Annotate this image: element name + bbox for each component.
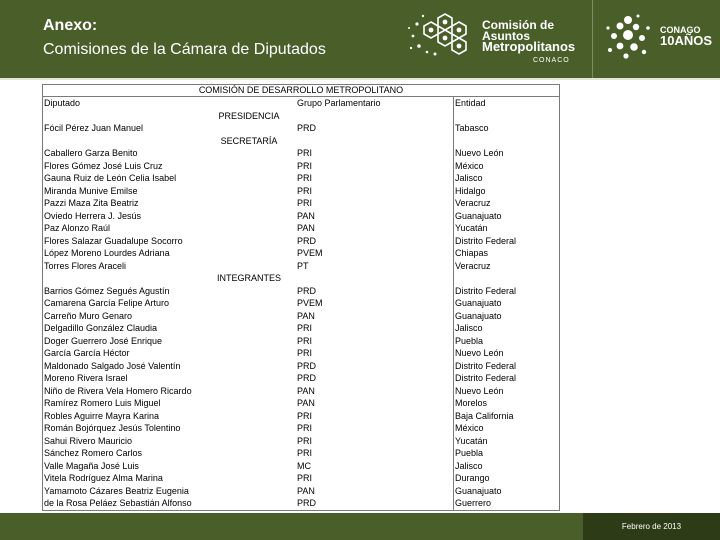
grupo-parlamentario: PRI [297, 323, 313, 333]
flower-dots-icon [600, 10, 658, 66]
grupo-parlamentario: PRI [297, 173, 313, 183]
section-row-secretaria [43, 135, 559, 148]
table-row [43, 310, 559, 323]
comision-logo-line3: Metropolitanos [482, 39, 576, 54]
table-row [43, 185, 559, 198]
table-row [43, 285, 559, 298]
column-header-grupo: Grupo Parlamentario [297, 98, 381, 108]
entidad: Yucatán [455, 435, 488, 446]
diputado-name: Sahui Rivero Mauricio [44, 435, 133, 446]
grupo-parlamentario: PAN [297, 310, 315, 321]
grupo-parlamentario: PRI [297, 448, 313, 458]
table-body [43, 97, 559, 510]
diputado-name: López Moreno Lourdes Adriana [44, 248, 170, 258]
section-label-secretaria: SECRETARÍA [220, 135, 278, 146]
diputado-name: Robles Aguirre Mayra Karina [44, 410, 160, 421]
entidad: México [455, 423, 484, 433]
grupo-parlamentario: MC [297, 460, 311, 471]
diputado-name: Barrios Gómez Segués Agustín [44, 285, 170, 296]
entidad: Durango [455, 473, 490, 483]
conago-logo-line2: 10AÑOS [660, 33, 713, 48]
entidad: Guanajuato [455, 310, 502, 321]
table-row [43, 447, 559, 460]
entidad: Morelos [455, 398, 488, 408]
diputado-name: Niño de Rivera Vela Homero Ricardo [44, 385, 192, 396]
grupo-parlamentario: PRD [297, 123, 317, 133]
footer-date-box [583, 513, 720, 540]
conago-logo [600, 10, 715, 70]
diputado-name: Ramírez Romero Luis Miguel [44, 398, 161, 408]
table-caption: COMISIÓN DE DESARROLLO METROPOLITANO [43, 85, 559, 97]
footer-date: Febrero de 2013 [621, 522, 682, 531]
column-divider [453, 96, 454, 510]
diputado-name: Paz Alonzo Raúl [44, 223, 111, 233]
grupo-parlamentario: PRI [297, 185, 313, 196]
section-row-presidencia [43, 110, 559, 123]
table-row [43, 335, 559, 348]
section-row-integrantes [43, 272, 559, 285]
grupo-parlamentario: PRI [297, 348, 313, 358]
table-row [43, 235, 559, 248]
section-label-presidencia: PRESIDENCIA [218, 110, 280, 121]
comision-logo-line1: Comisión de [482, 18, 555, 32]
diputado-name: Yamamoto Cázares Beatriz Eugenia [44, 485, 189, 496]
entidad: Nuevo León [455, 385, 504, 396]
table-row [43, 347, 559, 360]
grupo-parlamentario: PRI [297, 435, 313, 446]
entidad: Baja California [455, 410, 514, 421]
grupo-parlamentario: PRD [297, 360, 317, 371]
column-header-diputado: Diputado [44, 98, 81, 108]
header-divider [592, 0, 593, 78]
table-row [43, 372, 559, 385]
table-row [43, 360, 559, 373]
grupo-parlamentario: PVEM [297, 298, 323, 308]
entidad: Nuevo León [455, 148, 504, 158]
comision-logo-line4: CONACO [533, 57, 570, 64]
diputado-name: Torres Flores Araceli [44, 260, 127, 271]
diputado-name: Pazzi Maza Zita Beatriz [44, 198, 139, 208]
table-row [43, 485, 559, 498]
column-header-entidad: Entidad [455, 98, 486, 108]
page-title: Anexo: [43, 17, 98, 34]
entidad: Puebla [455, 448, 484, 458]
diputado-name: García García Héctor [44, 348, 130, 358]
grupo-parlamentario: PRD [297, 498, 317, 508]
entidad: Hidalgo [455, 185, 486, 196]
table-row [43, 260, 559, 273]
grupo-parlamentario: PAN [297, 223, 315, 233]
commission-table [42, 84, 560, 511]
table-row [43, 497, 559, 510]
grupo-parlamentario: PAN [297, 385, 315, 396]
grupo-parlamentario: PAN [297, 398, 315, 408]
entidad: Guanajuato [455, 210, 502, 221]
table-row [43, 147, 559, 160]
diputado-name: Vitela Rodríguez Alma Marina [44, 473, 163, 483]
diputado-name: Flores Salazar Guadalupe Socorro [44, 235, 183, 246]
section-label-integrantes: INTEGRANTES [216, 273, 281, 283]
entidad: Guanajuato [455, 298, 502, 308]
grupo-parlamentario: PRD [297, 235, 317, 246]
table-row [43, 122, 559, 135]
entidad: Veracruz [455, 260, 491, 271]
table-row [43, 322, 559, 335]
diputado-name: Miranda Munive Emilse [44, 185, 138, 196]
grupo-parlamentario: PRI [297, 198, 313, 208]
table-row [43, 422, 559, 435]
entidad: Veracruz [455, 198, 491, 208]
page-subtitle: Comisiones de la Cámara de Diputados [43, 41, 326, 58]
diputado-name: Fócil Pérez Juan Manuel [44, 123, 144, 133]
grupo-parlamentario: PRD [297, 285, 317, 296]
diputado-name: de la Rosa Peláez Sebastián Alfonso [44, 498, 192, 508]
entidad: Chiapas [455, 248, 489, 258]
table-row [43, 160, 559, 173]
entidad: Guerrero [455, 498, 492, 508]
grupo-parlamentario: PRI [297, 148, 313, 158]
entidad: Guanajuato [455, 485, 502, 496]
grupo-parlamentario: PVEM [297, 248, 323, 258]
grupo-parlamentario: PT [297, 260, 309, 271]
table-row [43, 397, 559, 410]
table-row [43, 222, 559, 235]
table-row [43, 410, 559, 423]
table-row [43, 197, 559, 210]
grupo-parlamentario: PAN [297, 210, 315, 221]
diputado-name: Flores Gómez José Luis Cruz [44, 160, 163, 171]
entidad: Distrito Federal [455, 285, 517, 296]
entidad: Distrito Federal [455, 373, 517, 383]
entidad: Jalisco [455, 173, 483, 183]
diputado-name: Doger Guerrero José Enrique [44, 335, 163, 346]
table-row [43, 210, 559, 223]
grupo-parlamentario: PRD [297, 373, 317, 383]
diputado-name: Gauna Ruiz de León Celia Isabel [44, 173, 177, 183]
conago-logo-line1: CONAGO [660, 25, 701, 35]
entidad: Jalisco [455, 460, 483, 471]
table-row [43, 297, 559, 310]
entidad: Distrito Federal [455, 360, 517, 371]
entidad: Jalisco [455, 323, 483, 333]
header-bar [0, 0, 720, 78]
diputado-name: Oviedo Herrera J. Jesús [44, 210, 142, 221]
entidad: Puebla [455, 335, 484, 346]
table-row [43, 472, 559, 485]
diputado-name: Caballero Garza Benito [44, 148, 138, 158]
table-row [43, 435, 559, 448]
entidad: Tabasco [455, 123, 489, 133]
grupo-parlamentario: PRI [297, 410, 313, 421]
entidad: Distrito Federal [455, 235, 517, 246]
grupo-parlamentario: PRI [297, 335, 313, 346]
diputado-name: Carreño Muro Genaro [44, 310, 133, 321]
table-row [43, 385, 559, 398]
diputado-name: Camarena García Felipe Arturo [44, 298, 170, 308]
diputado-name: Delgadillo González Claudia [44, 323, 158, 333]
hexagon-cluster-icon [405, 10, 477, 62]
table-row [43, 172, 559, 185]
comision-logo-line2: Asuntos [482, 29, 530, 43]
diputado-name: Valle Magaña José Luis [44, 460, 139, 471]
comision-logo [405, 10, 585, 70]
table-header-row [43, 97, 559, 110]
diputado-name: Román Bojórquez Jesús Tolentino [44, 423, 181, 433]
diputado-name: Moreno Rivera Israel [44, 373, 128, 383]
diputado-name: Sánchez Romero Carlos [44, 448, 143, 458]
header-separator [0, 78, 720, 80]
grupo-parlamentario: PAN [297, 485, 315, 496]
entidad: México [455, 160, 484, 171]
grupo-parlamentario: PRI [297, 473, 313, 483]
table-row [43, 460, 559, 473]
diputado-name: Maldonado Salgado José Valentín [44, 360, 181, 371]
grupo-parlamentario: PRI [297, 160, 313, 171]
table-row [43, 247, 559, 260]
grupo-parlamentario: PRI [297, 423, 313, 433]
entidad: Nuevo León [455, 348, 504, 358]
entidad: Yucatán [455, 223, 488, 233]
